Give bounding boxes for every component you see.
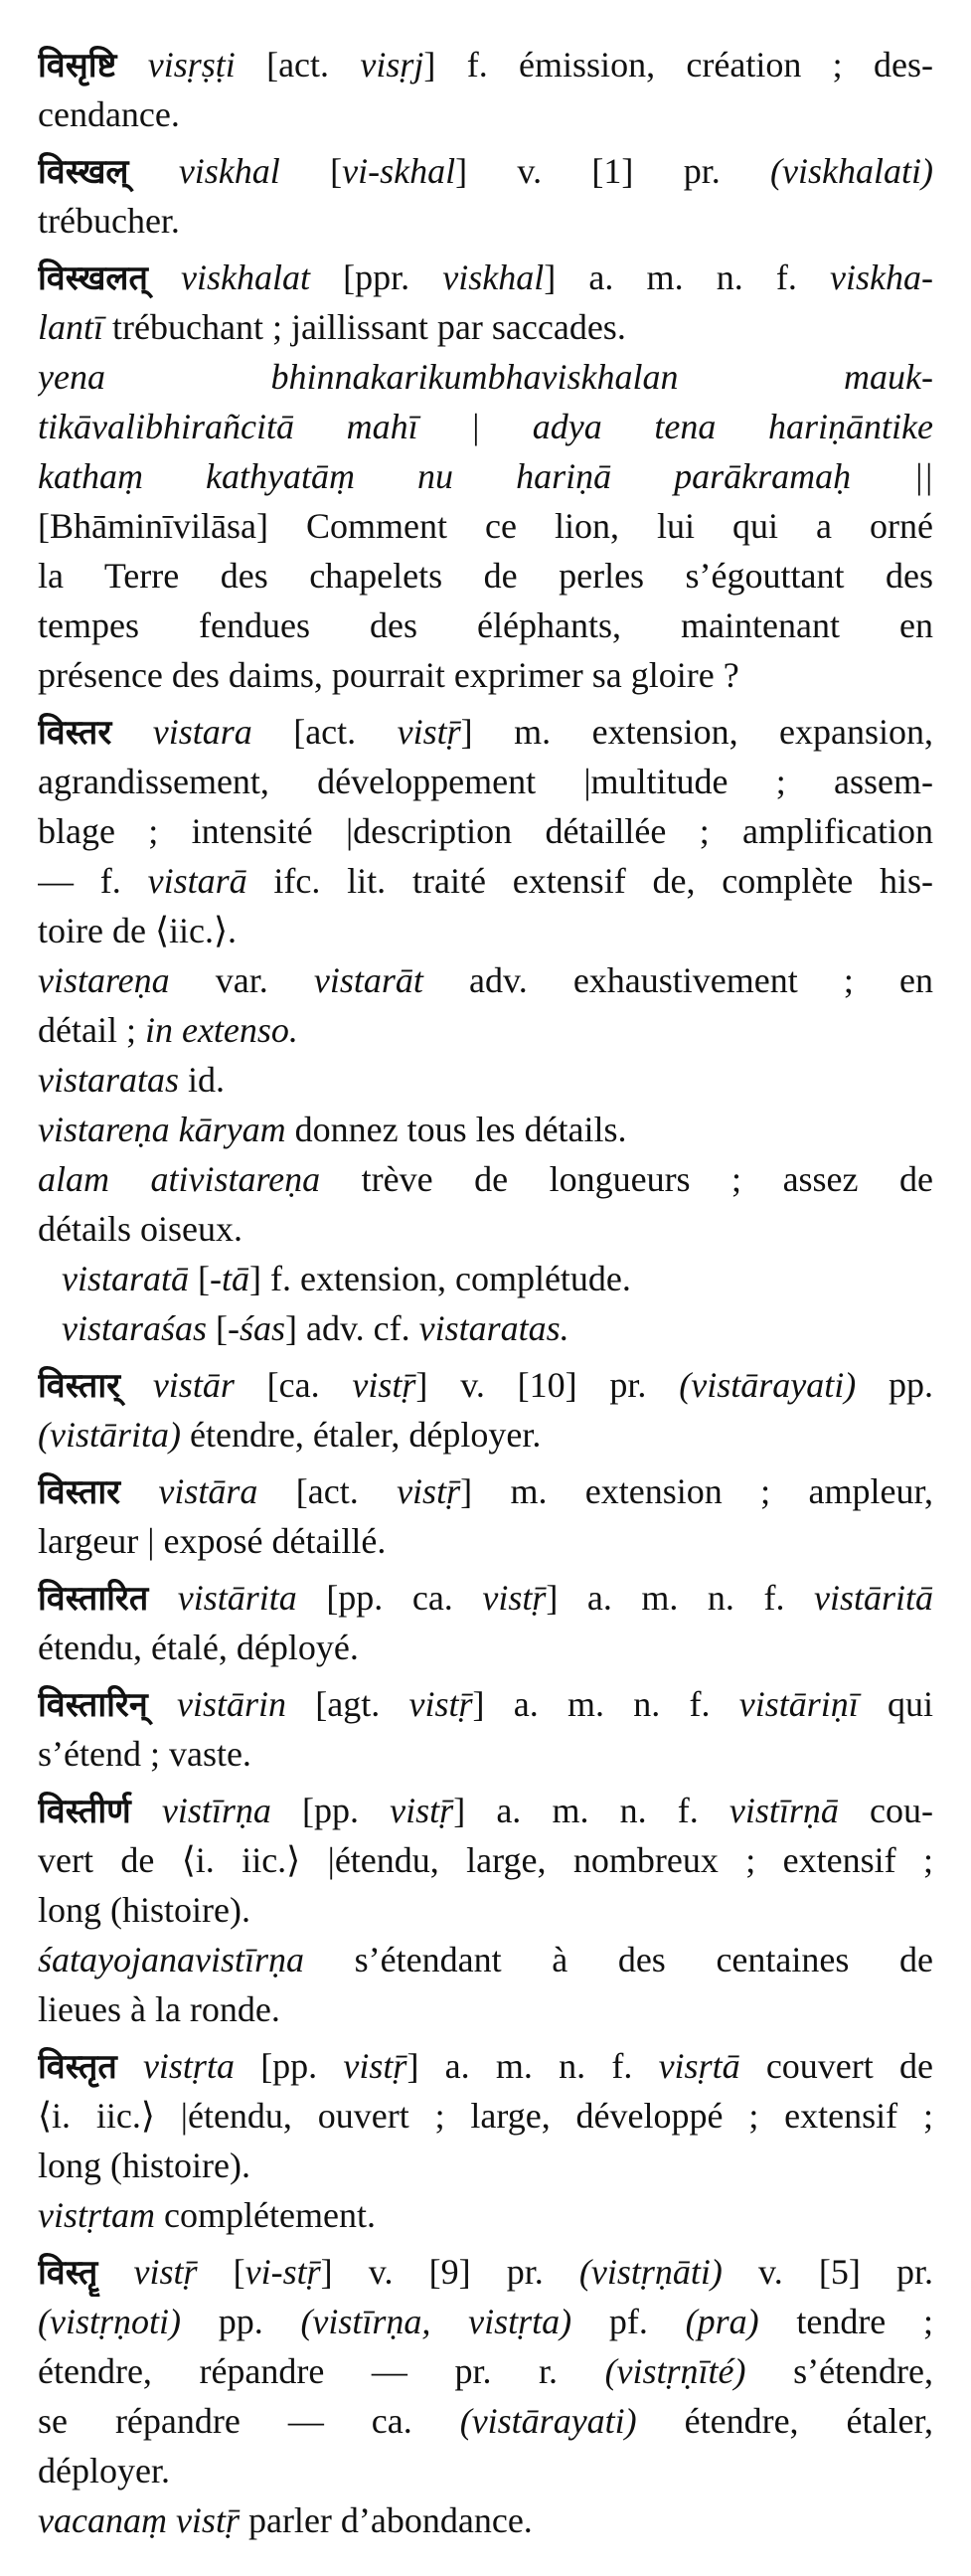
italic-text: vistaraśas <box>62 1308 208 1348</box>
body-text: cou- <box>838 1791 933 1830</box>
dictionary-line <box>38 1254 933 1303</box>
body-text: v. [5] pr. <box>722 2252 933 2292</box>
body-text: tendre ; <box>758 2302 933 2341</box>
italic-text: (pra) <box>685 2302 759 2341</box>
italic-text: vistṝ <box>482 1578 547 1618</box>
italic-text: visṛj <box>360 45 424 85</box>
italic-text: vistṛta <box>142 2046 235 2086</box>
body-text: étendre, répandre — pr. r. <box>38 2351 605 2391</box>
devanagari-headword: विस्खलत् <box>38 258 148 298</box>
body-text <box>128 151 178 191</box>
body-text: la Terre des chapelets de perles s’égouttant des <box>38 556 933 596</box>
body-text: blage ; intensité |description détaillée ; amplification <box>38 811 933 851</box>
body-text: [ca. <box>234 1365 353 1405</box>
body-text: détail ; <box>38 1010 145 1050</box>
body-text: adv. exhaustivement ; en <box>422 960 933 1000</box>
dictionary-line <box>38 501 933 551</box>
dictionary-line <box>38 1984 933 2034</box>
dictionary-line <box>38 2346 933 2396</box>
italic-text: vistara <box>152 712 252 752</box>
italic-text: vistīrṇā <box>728 1791 839 1830</box>
italic-text: vistāra <box>158 1471 258 1511</box>
devanagari-headword: विस्तॄ <box>38 2253 98 2293</box>
body-text: s’étendre, <box>745 2351 933 2391</box>
italic-text: vistṝ <box>390 1791 454 1830</box>
italic-text: alam ativistareṇa <box>38 1159 321 1199</box>
body-text <box>120 1365 153 1405</box>
italic-text: vi-skhal <box>342 151 456 191</box>
body-text <box>148 1684 177 1724</box>
body-text: ] v. [9] pr. <box>320 2252 579 2292</box>
dictionary-line <box>38 806 933 856</box>
devanagari-headword: विस्तीर्ण <box>38 1792 131 1831</box>
italic-text: vi-stṝ <box>244 2252 321 2292</box>
devanagari-headword: विस्तारित <box>38 1579 149 1619</box>
dictionary-line <box>38 2041 933 2091</box>
body-text: pp. <box>180 2302 301 2341</box>
dictionary-line <box>38 89 933 139</box>
italic-text: yena bhinnakarikumbhaviskhalan mauk- <box>38 357 933 397</box>
dictionary-line <box>38 2190 933 2240</box>
body-text: [act. <box>257 1471 398 1511</box>
italic-text: vistārita <box>177 1578 297 1618</box>
body-text <box>120 1471 158 1511</box>
italic-text: vistareṇa <box>38 960 170 1000</box>
body-text: parler d’abondance. <box>239 2500 533 2540</box>
body-text: [ <box>279 151 343 191</box>
italic-text: vistaratā <box>62 1259 190 1298</box>
italic-text: lantī <box>38 307 104 347</box>
italic-text: vistāritā <box>814 1578 933 1618</box>
body-text: [agt. <box>286 1684 409 1724</box>
body-text: ] a. m. n. f. <box>406 2046 659 2086</box>
body-text: ] adv. cf. <box>285 1308 419 1348</box>
body-text: ] v. [1] pr. <box>455 151 771 191</box>
body-text: agrandissement, développement |multitude ; assem- <box>38 762 933 801</box>
body-text: couvert de <box>739 2046 933 2086</box>
italic-text: vistārin <box>176 1684 286 1724</box>
devanagari-headword: विस्तृत <box>38 2047 117 2087</box>
italic-text: vistṝ <box>352 1365 416 1405</box>
body-text: [act. <box>251 712 398 752</box>
body-text: — f. <box>38 861 148 901</box>
body-text: [ppr. <box>309 258 443 297</box>
body-text: [ <box>189 1259 211 1298</box>
body-text: donnez tous les détails. <box>285 1110 627 1149</box>
body-text: pp. <box>856 1365 933 1405</box>
dictionary-line <box>38 2446 933 2495</box>
body-text: [pp. <box>234 2046 344 2086</box>
dictionary-line <box>38 707 933 757</box>
dictionary-line <box>38 757 933 806</box>
italic-text: vistṛtam <box>38 2195 156 2235</box>
body-text: présence des daims, pourrait exprimer sa gloire ? <box>38 655 739 695</box>
body-text: [ <box>197 2252 245 2292</box>
dictionary-line <box>38 451 933 501</box>
body-text <box>97 2252 133 2292</box>
italic-text: kathaṃ kathyatāṃ nu hariṇā parākramaḥ || <box>38 456 933 496</box>
body-text: ] f. extension, complétude. <box>249 1259 631 1298</box>
body-text <box>148 258 181 297</box>
body-text: déployer. <box>38 2451 170 2490</box>
body-text: cendance. <box>38 94 180 134</box>
dictionary-line <box>38 551 933 601</box>
dictionary-line <box>38 1729 933 1779</box>
dictionary-line <box>38 1623 933 1672</box>
body-text <box>111 712 152 752</box>
body-text: s’étendant à des centaines de <box>304 1940 933 1979</box>
dictionary-line <box>38 1204 933 1254</box>
body-text: tempes fendues des éléphants, maintenant en <box>38 605 933 645</box>
body-text: complétement. <box>155 2195 376 2235</box>
body-text: ] a. m. n. f. <box>544 258 831 297</box>
italic-text: śatayojanavistīrṇa <box>38 1940 304 1979</box>
body-text: lieues à la ronde. <box>38 1989 280 2029</box>
devanagari-headword: विस्खल् <box>38 152 129 192</box>
dictionary-line <box>38 146 933 196</box>
italic-text: in extenso. <box>144 1010 298 1050</box>
dictionary-line <box>38 1410 933 1460</box>
devanagari-headword: विस्तार् <box>38 1366 121 1406</box>
body-text: s’étend ; vaste. <box>38 1734 251 1774</box>
dictionary-line <box>38 1573 933 1623</box>
italic-text: (vistārayati) <box>459 2401 637 2441</box>
dictionary-line <box>38 2247 933 2297</box>
italic-text: -śas <box>228 1308 286 1348</box>
italic-text: (vistārayati) <box>679 1365 857 1405</box>
italic-text: -tā <box>210 1259 250 1298</box>
italic-text: (vistṛṇāti) <box>578 2252 723 2292</box>
body-text: ] m. extension, expansion, <box>460 712 933 752</box>
dictionary-line <box>38 2141 933 2190</box>
italic-text: vistṝ <box>397 1471 461 1511</box>
dictionary-line <box>38 1360 933 1410</box>
body-text: [act. <box>235 45 361 85</box>
italic-text: viskha- <box>830 258 933 297</box>
italic-text: vistarā <box>147 861 247 901</box>
italic-text: vistṝ <box>397 712 461 752</box>
dictionary-line <box>38 302 933 352</box>
devanagari-headword: विस्तर <box>38 713 112 753</box>
body-text: étendre, étaler, <box>636 2401 933 2441</box>
body-text: ] f. émission, création ; des- <box>423 45 933 85</box>
dictionary-line <box>38 1885 933 1935</box>
italic-text: tikāvalibhirañcitā mahī | adya tena hariṇāntike <box>38 407 933 446</box>
dictionary-line <box>38 1466 933 1516</box>
body-text: ] m. extension ; ampleur, <box>460 1471 933 1511</box>
body-text: qui <box>858 1684 933 1724</box>
body-text: ] a. m. n. f. <box>546 1578 814 1618</box>
dictionary-line <box>38 1303 933 1353</box>
body-text: ] v. [10] pr. <box>415 1365 680 1405</box>
dictionary-line <box>38 1055 933 1105</box>
body-text: var. <box>169 960 314 1000</box>
body-text: étendu, étalé, déployé. <box>38 1628 359 1667</box>
dictionary-line <box>38 40 933 89</box>
body-text: long (histoire). <box>38 1890 250 1930</box>
italic-text: vistaratas. <box>418 1308 569 1348</box>
dictionary-line <box>38 2297 933 2346</box>
dictionary-line <box>38 196 933 246</box>
body-text: ifc. lit. traité extensif de, complète his- <box>246 861 933 901</box>
body-text <box>117 2046 143 2086</box>
dictionary-line <box>38 1835 933 1885</box>
dictionary-line <box>38 2396 933 2446</box>
dictionary-line <box>38 1679 933 1729</box>
italic-text: vistaratas <box>38 1060 180 1100</box>
italic-text: vistṝ <box>408 1684 473 1724</box>
dictionary-line <box>38 352 933 402</box>
italic-text: vistāriṇī <box>738 1684 859 1724</box>
body-text: toire de ⟨iic.⟩. <box>38 911 238 950</box>
devanagari-headword: विस्तारिन् <box>38 1685 148 1725</box>
body-text: trébucher. <box>38 201 180 241</box>
italic-text: viskhalat <box>181 258 310 297</box>
body-text <box>148 1578 178 1618</box>
dictionary-line <box>38 1105 933 1154</box>
italic-text: vacanaṃ vistṝ <box>38 2500 240 2540</box>
italic-text: vistīrṇa <box>161 1791 271 1830</box>
italic-text: vistareṇa kāryam <box>38 1110 286 1149</box>
italic-text: viskhal <box>442 258 545 297</box>
dictionary-line <box>38 650 933 700</box>
dictionary-line <box>38 1154 933 1204</box>
dictionary-line <box>38 1005 933 1055</box>
body-text: id. <box>179 1060 226 1100</box>
body-text: ⟨i. iic.⟩ |étendu, ouvert ; large, développé ; extensif ; <box>38 2096 933 2136</box>
italic-text: (viskhalati) <box>770 151 933 191</box>
body-text: trève de longueurs ; assez de <box>320 1159 933 1199</box>
italic-text: (vistārita) <box>38 1415 181 1455</box>
dictionary-line <box>38 2091 933 2141</box>
italic-text: visṛṣṭi <box>147 45 236 85</box>
dictionary-line <box>38 906 933 955</box>
dictionary-line <box>38 955 933 1005</box>
dictionary-column <box>38 40 933 2545</box>
italic-text: vistṝ <box>133 2252 198 2292</box>
italic-text: visṛtā <box>658 2046 740 2086</box>
italic-text: viskhal <box>178 151 280 191</box>
dictionary-line <box>38 601 933 650</box>
body-text: étendre, étaler, déployer. <box>180 1415 542 1455</box>
dictionary-line <box>38 1786 933 1835</box>
body-text: détails oiseux. <box>38 1209 243 1249</box>
devanagari-headword: विस्तार <box>38 1472 121 1512</box>
italic-text: (vistīrṇa, vistṛta) <box>300 2302 572 2341</box>
body-text: ] a. m. n. f. <box>453 1791 729 1830</box>
body-text <box>116 45 147 85</box>
body-text: [pp. ca. <box>296 1578 483 1618</box>
body-text: [Bhāminīvilāsa] Comment ce lion, lui qui a orné <box>38 506 933 546</box>
dictionary-line <box>38 253 933 302</box>
italic-text: (vistṛṇoti) <box>38 2302 181 2341</box>
dictionary-line <box>38 402 933 451</box>
body-text <box>131 1791 162 1830</box>
body-text: [ <box>207 1308 229 1348</box>
body-text: long (histoire). <box>38 2146 250 2185</box>
dictionary-line <box>38 1516 933 1566</box>
dictionary-line <box>38 856 933 906</box>
body-text: trébuchant ; jaillissant par saccades. <box>103 307 626 347</box>
body-text: pf. <box>571 2302 686 2341</box>
devanagari-headword: विसृष्टि <box>38 46 117 86</box>
body-text: ] a. m. n. f. <box>472 1684 739 1724</box>
italic-text: vistār <box>152 1365 235 1405</box>
dictionary-line <box>38 1935 933 1984</box>
italic-text: vistarāt <box>313 960 423 1000</box>
dictionary-line <box>38 2495 933 2545</box>
body-text: [pp. <box>270 1791 391 1830</box>
italic-text: vistṝ <box>343 2046 407 2086</box>
italic-text: (vistṛṇīté) <box>604 2351 746 2391</box>
body-text: vert de ⟨i. iic.⟩ |étendu, large, nombreux ; extensif ; <box>38 1840 933 1880</box>
body-text: se répandre — ca. <box>38 2401 460 2441</box>
body-text: largeur | exposé détaillé. <box>38 1521 387 1561</box>
